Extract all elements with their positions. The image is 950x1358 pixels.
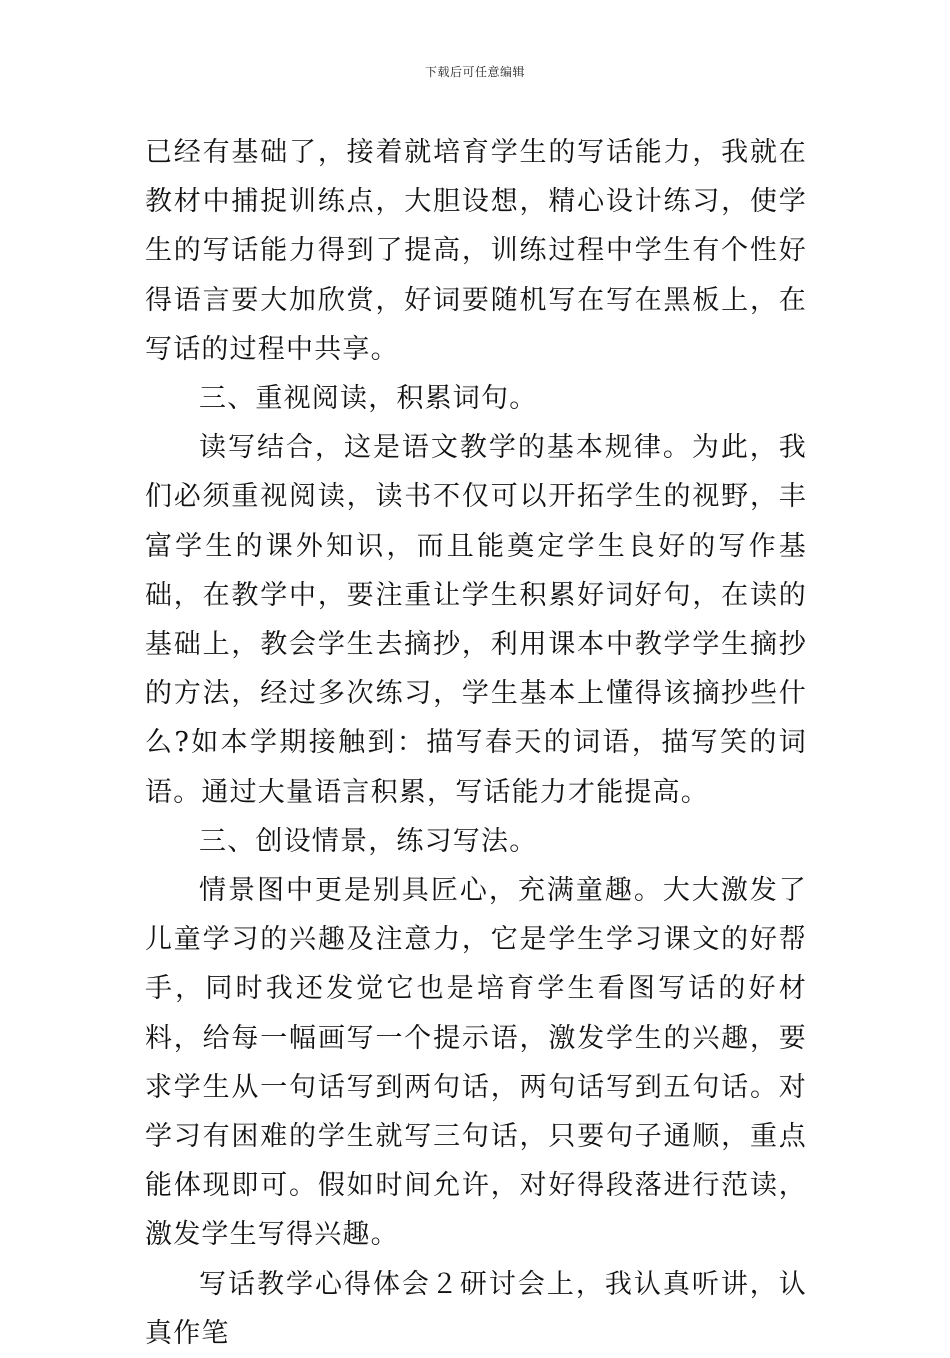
paragraph-continued: 已经有基础了，接着就培育学生的写话能力，我就在教材中捕捉训练点，大胆设想，精心设计练习，使学生的写话能力得到了提高，训练过程中学生有个性好得语言要大加欣赏，好词要随机写在写在黑板上，在写话的过程中共享。 xyxy=(145,137,807,365)
page-header: 下载后可任意编辑 xyxy=(424,65,525,79)
section-heading-reading: 三、重视阅读，积累词句。 xyxy=(199,383,538,415)
paragraph-reflection-start: 写话教学心得体会２研讨会上，我认真听讲，认真作笔 xyxy=(145,1268,807,1349)
document-body xyxy=(145,128,807,1358)
paragraph-reading: 读写结合，这是语文教学的基本规律。为此，我们必须重视阅读，读书不仅可以开拓学生的视野，丰富学生的课外知识，而且能奠定学生良好的写作基础，在教学中，要注重让学生积累好词好句，在读的基础上，教会学生去摘抄，利用课本中教学学生摘抄的方法，经过多次练习，学生基本上懂得该摘抄些什么?如本学期接触到：描写春天的词语，描写笑的词语。通过大量语言积累，写话能力才能提高。 xyxy=(145,432,807,808)
paragraph-scenario: 情景图中更是别具匠心，充满童趣。大大激发了儿童学习的兴趣及注意力，它是学生学习课文的好帮手，同时我还发觉它也是培育学生看图写话的好材料，给每一幅画写一个提示语，激发学生的兴趣，要求学生从一句话写到两句话，两句话写到五句话。对学习有困难的学生就写三句话，只要句子通顺，重点能体现即可。假如时间允许，对好得段落进行范读，激发学生写得兴趣。 xyxy=(145,875,807,1251)
section-heading-scenario: 三、创设情景，练习写法。 xyxy=(199,825,538,857)
